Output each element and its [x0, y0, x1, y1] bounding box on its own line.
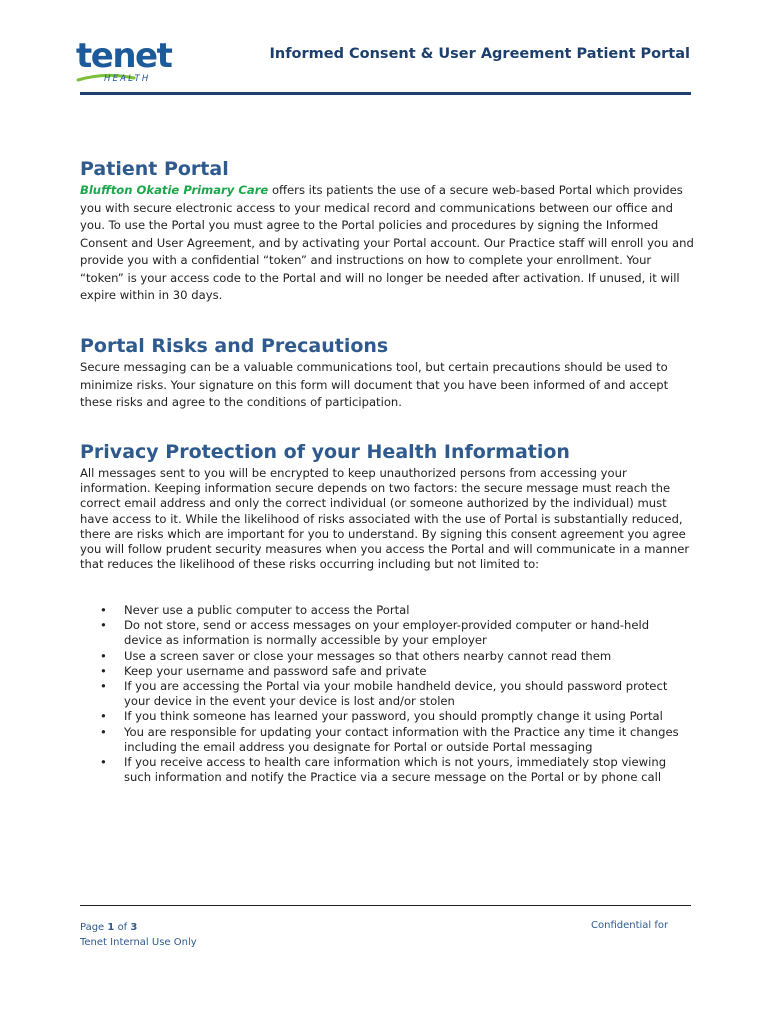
list-item: • Do not store, send or access messages on your employer-provided computer or hand-held device as information is normally accessible by your employer — [100, 618, 650, 648]
bullet-icon: • — [100, 603, 107, 617]
list-item: • You are responsible for updating your contact information with the Practice any time it changes including the email address you designate for Portal or outside Portal messaging — [100, 724, 679, 754]
bullet-icon: • — [100, 618, 107, 633]
bullet-icon: • — [100, 663, 107, 678]
heading-privacy-protection: Privacy Protection of your Health Information — [80, 441, 570, 463]
footer-divider — [80, 905, 691, 906]
list-item: • Never use a public computer to access the Portal — [100, 603, 410, 617]
header-divider — [80, 92, 691, 95]
bullet-icon: • — [100, 709, 107, 724]
paragraph-portal-risks: Secure messaging can be a valuable communications tool, but certain precautions should be used to minimize risks. Your signature on this form will document that you have been informed of and accept these risks and agree to the conditions of participation. — [80, 360, 669, 409]
page-of: of — [117, 922, 128, 933]
footer-page-info — [80, 920, 197, 950]
page-current: 1 — [107, 922, 115, 933]
paragraph-patient-portal — [80, 182, 696, 305]
paragraph-privacy: All messages sent to you will be encrypted to keep unauthorized persons from accessing your information. Keeping information secure depends on two factors: the secure message must reach the correct email address and only the correct individual (or someone authorized by the individual) must have access to it. While the likelihood of risks associated with the use of Portal is substantially reduced, there are risks which are important for you to understand. By signing this consent agreement you agree you will follow prudent security measures when you access the Portal and will communicate in a manner that reduces the likelihood of these risks occurring including but not limited to: — [80, 466, 690, 572]
list-item: • Use a screen saver or close your messages so that others nearby cannot read them — [100, 648, 612, 663]
list-item: • If you receive access to health care information which is not yours, immediately stop viewing such information and notify the Practice via a secure message on the Portal or by phone call — [100, 755, 667, 785]
bullet-icon: • — [100, 679, 107, 694]
internal-use-label: Tenet Internal Use Only — [80, 937, 197, 948]
tenet-health-logo — [76, 36, 172, 88]
bullet-icon: • — [100, 724, 107, 739]
heading-patient-portal: Patient Portal — [80, 158, 229, 180]
confidential-label: Confidential for — [591, 920, 669, 931]
list-item: • If you are accessing the Portal via your mobile handheld device, you should password protect your device in the event your device is lost and/or stolen — [100, 679, 668, 709]
list-item: • If you think someone has learned your password, you should promptly change it using Portal — [100, 709, 663, 724]
logo-wordmark: tenet — [76, 36, 172, 76]
list-item: • Keep your username and password safe and private — [100, 663, 427, 678]
document-title: Informed Consent & User Agreement Patient Portal — [269, 46, 690, 62]
page-label: Page — [80, 922, 105, 933]
bullet-icon: • — [100, 648, 107, 663]
practice-name: Bluffton Okatie Primary Care — [80, 183, 269, 197]
heading-portal-risks: Portal Risks and Precautions — [80, 335, 389, 357]
precautions-list — [80, 603, 680, 785]
bullet-icon: • — [100, 755, 107, 770]
patient-portal-text: offers its patients the use of a secure web-based Portal which provides you with secure electronic access to your medical record and communications between our office and you. To use the Portal you must agree to the Portal policies and procedures by signing the Informed Consent and User Agreement, and by activating your Portal account. Our Practice staff will enroll you and provide you with a confidential “token” and instructions on how to complete your enrollment. Your “token” is your access code to the Portal and will no longer be needed after activation. If unused, it will expire within in 30 days. — [80, 183, 694, 302]
logo-subtitle: HEALTH — [104, 74, 151, 84]
page-total: 3 — [130, 922, 138, 933]
